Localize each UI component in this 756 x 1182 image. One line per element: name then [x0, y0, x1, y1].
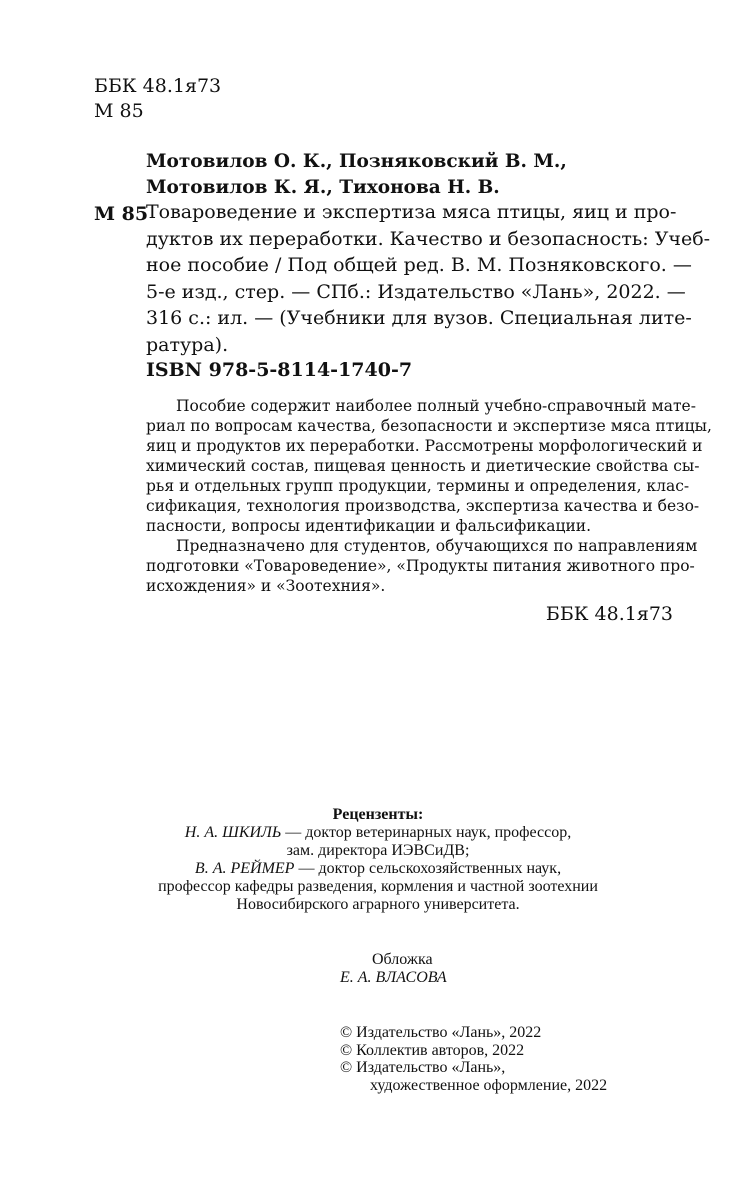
- reviewer-2-name: В. А. РЕЙМЕР: [194, 860, 295, 877]
- entry-line-2: дуктов их переработки. Качество и безопасность: Учеб-: [146, 227, 711, 250]
- reviewer-1-name: Н. А. ШКИЛЬ: [184, 824, 282, 841]
- annotation-line-3: яиц и продуктов их переработки. Рассмотрены морфологический и: [146, 437, 703, 455]
- reviewers-heading-text: Рецензенты:: [332, 806, 424, 823]
- bbk-index: ББК 48.1я73: [94, 75, 222, 97]
- entry-author-mark: М 85: [94, 203, 149, 225]
- reviewer-1-title: — доктор ветеринарных наук, профессор,: [281, 824, 572, 841]
- copyright-line-1: © Издательство «Лань», 2022: [340, 1024, 542, 1041]
- bbk-index-bottom: ББК 48.1я73: [545, 603, 673, 625]
- entry-line-1: Товароведение и экспертиза мяса птицы, яиц и про-: [146, 201, 677, 223]
- reviewer-1-line-1: [0, 824, 756, 842]
- bbk-code-header: [94, 74, 221, 124]
- cover-label: Обложка: [372, 951, 433, 968]
- author-mark: М 85: [94, 100, 144, 122]
- reviewer-2-title: — доктор сельскохозяйственных наук,: [294, 860, 562, 877]
- copyright-line-2: © Коллектив авторов, 2022: [340, 1041, 525, 1059]
- reviewer-2-line-3: Новосибирского аграрного университета.: [236, 896, 520, 913]
- annotation-line-5: рья и отдельных групп продукции, термины и определения, клас-: [146, 477, 690, 495]
- copyright-line-4: художественное оформление, 2022: [370, 1076, 608, 1094]
- annotation-line-8: Предназначено для студентов, обучающихся по направлениям: [176, 537, 698, 555]
- annotation-line-10: исхождения» и «Зоотехния».: [146, 577, 386, 595]
- reviewer-2-line-1: [0, 860, 756, 878]
- authors-block: [146, 149, 567, 201]
- reviewer-1-line-2: зам. директора ИЭВСиДВ;: [286, 842, 470, 859]
- annotation-line-4: химический состав, пищевая ценность и диетические свойства сы-: [146, 457, 700, 475]
- entry-line-6: ратура).: [146, 333, 229, 356]
- annotation-line-9: подготовки «Товароведение», «Продукты питания животного про-: [146, 557, 695, 575]
- reviewer-2-line-2: профессор кафедры разведения, кормления и частной зоотехнии: [158, 878, 598, 895]
- authors-line-2: Мотовилов К. Я., Тихонова Н. В.: [146, 177, 500, 198]
- annotation-line-6: сификация, технология производства, экспертиза качества и безо-: [146, 497, 700, 515]
- entry-line-3: ное пособие / Под общей ред. В. М. Позняковского. —: [146, 254, 692, 276]
- reviewers-heading: [0, 806, 756, 824]
- isbn: ISBN 978-5-8114-1740-7: [146, 359, 413, 381]
- annotation-line-1: Пособие содержит наиболее полный учебно-справочный мате-: [176, 397, 696, 415]
- entry-line-5: 316 с.: ил. — (Учебники для вузов. Специальная лите-: [146, 307, 692, 329]
- entry-line-4: 5-е изд., стер. — СПб.: Издательство «Лань», 2022. —: [146, 280, 686, 303]
- authors-line-1: Мотовилов О. К., Позняковский В. М.,: [146, 151, 567, 172]
- cover-designer: Е. А. ВЛАСОВА: [340, 969, 447, 986]
- annotation-line-7: пасности, вопросы идентификации и фальсификации.: [146, 517, 592, 535]
- annotation-line-2: риал по вопросам качества, безопасности и экспертизе мяса птицы,: [146, 417, 712, 435]
- copyright-line-3: © Издательство «Лань»,: [340, 1059, 506, 1076]
